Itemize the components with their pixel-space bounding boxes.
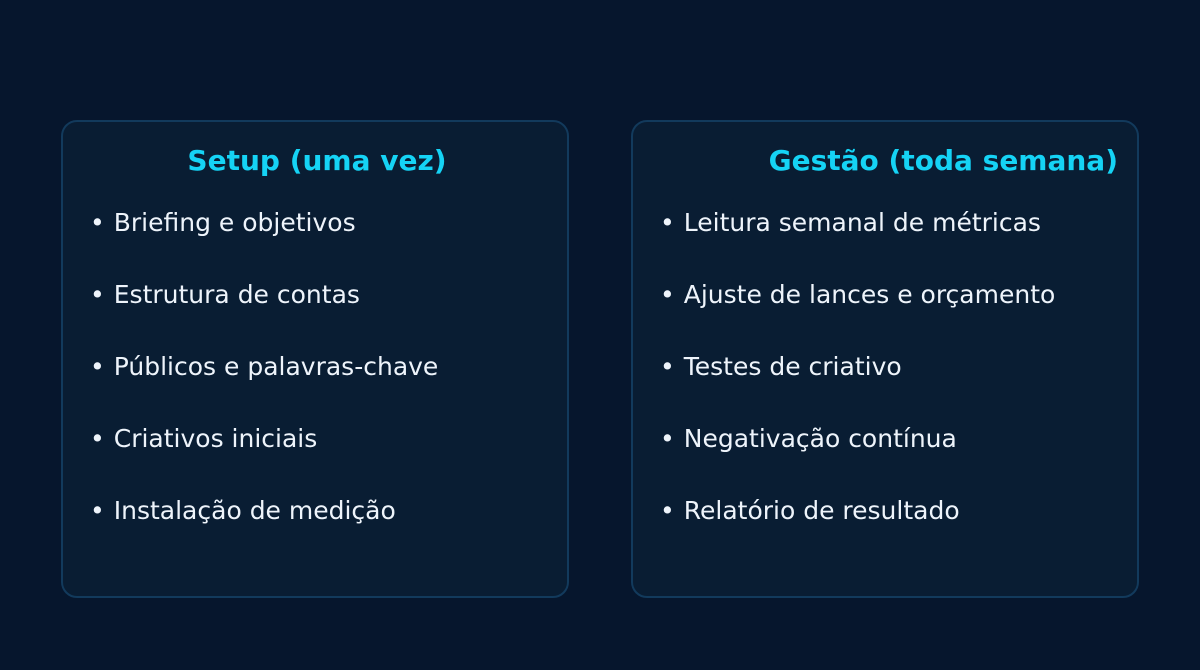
list-item-text: Criativos iniciais <box>113 424 318 453</box>
bullet-icon: • <box>660 208 675 237</box>
list-item <box>660 495 1055 527</box>
list-item <box>660 423 1055 455</box>
list-item <box>90 423 438 455</box>
list-item-text: Relatório de resultado <box>683 496 960 525</box>
bullet-icon: • <box>90 352 105 381</box>
list-item-text: Instalação de medição <box>113 496 396 525</box>
list-item <box>90 351 438 383</box>
list-item <box>660 351 1055 383</box>
bullet-icon: • <box>660 424 675 453</box>
card-title: Gestão (toda semana) <box>768 144 1118 177</box>
setup-card <box>61 120 569 598</box>
management-card <box>631 120 1139 598</box>
card-title: Setup (uma vez) <box>187 144 447 177</box>
bullet-icon: • <box>90 424 105 453</box>
bullet-icon: • <box>660 352 675 381</box>
list-item-text: Ajuste de lances e orçamento <box>683 280 1056 309</box>
list-item-text: Públicos e palavras-chave <box>113 352 439 381</box>
list-item-text: Testes de criativo <box>683 352 902 381</box>
list-item <box>90 207 438 239</box>
list-item-text: Negativação contínua <box>683 424 957 453</box>
setup-list <box>90 207 438 567</box>
list-item-text: Estrutura de contas <box>113 280 360 309</box>
list-item <box>90 495 438 527</box>
bullet-icon: • <box>660 280 675 309</box>
bullet-icon: • <box>660 496 675 525</box>
list-item <box>660 207 1055 239</box>
bullet-icon: • <box>90 496 105 525</box>
bullet-icon: • <box>90 280 105 309</box>
list-item-text: Leitura semanal de métricas <box>683 208 1041 237</box>
management-list <box>660 207 1055 567</box>
bullet-icon: • <box>90 208 105 237</box>
list-item <box>90 279 438 311</box>
list-item-text: Briefing e objetivos <box>113 208 356 237</box>
list-item <box>660 279 1055 311</box>
